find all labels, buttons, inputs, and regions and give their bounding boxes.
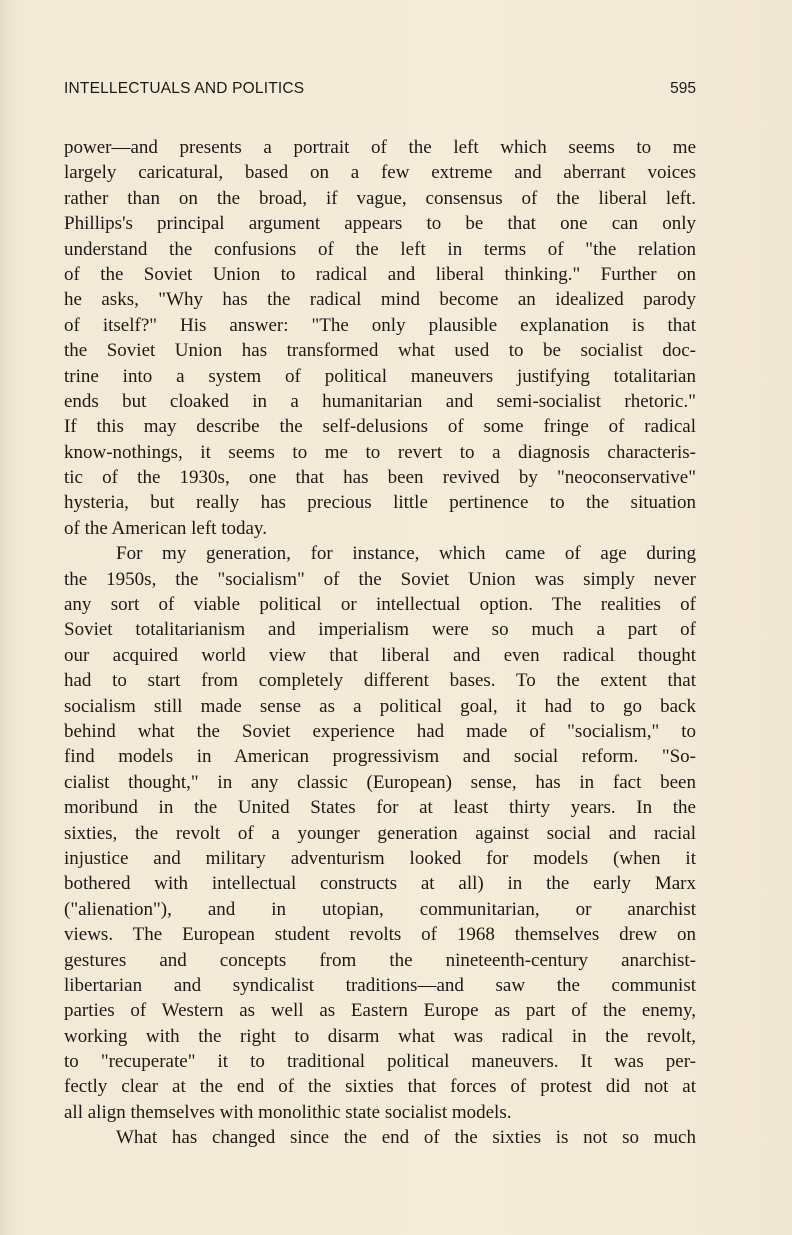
text-line: of itself?" His answer: "The only plausible explanation is that xyxy=(64,314,696,336)
text-line: ends but cloaked in a humanitarian and semi-socialist rhetoric." xyxy=(64,390,696,412)
text-line: our acquired world view that liberal and even radical thought xyxy=(64,644,696,666)
text-line: For my generation, for instance, which came of age during xyxy=(116,543,696,565)
text-line: bothered with intellectual constructs at all) in the early Marx xyxy=(64,873,696,895)
body-text xyxy=(64,135,696,1151)
text-line: largely caricatural, based on a few extreme and aberrant voices xyxy=(64,162,696,184)
text-line: rather than on the broad, if vague, consensus of the liberal left. xyxy=(64,187,696,209)
text-line: all align themselves with monolithic state socialist models. xyxy=(64,1101,512,1123)
text-line: working with the right to disarm what was radical in the revolt, xyxy=(64,1025,696,1047)
text-line: socialism still made sense as a political goal, it had to go back xyxy=(64,695,696,717)
text-line: behind what the Soviet experience had made of "socialism," to xyxy=(64,720,696,742)
text-line: fectly clear at the end of the sixties that forces of protest did not at xyxy=(64,1076,696,1098)
text-line: find models in American progressivism and social reform. "So- xyxy=(64,746,696,768)
text-line: cialist thought," in any classic (European) sense, has in fact been xyxy=(64,771,696,793)
text-line: of the American left today. xyxy=(64,517,267,539)
text-line: understand the confusions of the left in terms of "the relation xyxy=(64,238,696,260)
text-line: know-nothings, it seems to me to revert to a diagnosis characteris- xyxy=(64,441,696,463)
page-number: 595 xyxy=(670,80,696,97)
text-line: tic of the 1930s, one that has been revived by "neoconservative" xyxy=(64,467,696,489)
text-line: views. The European student revolts of 1968 themselves drew on xyxy=(64,924,696,946)
text-line: injustice and military adventurism looked for models (when it xyxy=(64,847,696,869)
text-line: any sort of viable political or intellectual option. The realities of xyxy=(64,594,696,616)
text-line: Phillips's principal argument appears to be that one can only xyxy=(64,213,696,235)
text-line: power—and presents a portrait of the left which seems to me xyxy=(64,137,696,158)
text-line: gestures and concepts from the nineteenth-century anarchist- xyxy=(64,949,696,971)
text-line: What has changed since the end of the sixties is not so much xyxy=(116,1127,696,1149)
text-line: the 1950s, the "socialism" of the Soviet Union was simply never xyxy=(64,568,696,590)
text-line: parties of Western as well as Eastern Europe as part of the enemy, xyxy=(64,1000,696,1022)
text-line: If this may describe the self-delusions of some fringe of radical xyxy=(64,416,696,438)
text-line: trine into a system of political maneuvers justifying totalitarian xyxy=(64,365,696,387)
text-line: hysteria, but really has precious little pertinence to the situation xyxy=(64,492,696,514)
text-line: ("alienation"), and in utopian, communitarian, or anarchist xyxy=(64,898,696,920)
text-line: Soviet totalitarianism and imperialism were so much a part of xyxy=(64,619,696,641)
text-line: sixties, the revolt of a younger generation against social and racial xyxy=(64,822,696,844)
text-line: the Soviet Union has transformed what used to be socialist doc- xyxy=(64,340,696,362)
text-line: to "recuperate" it to traditional political maneuvers. It was per- xyxy=(64,1051,696,1073)
running-head-title: INTELLECTUALS AND POLITICS xyxy=(64,80,305,97)
text-line: he asks, "Why has the radical mind become an idealized parody xyxy=(64,289,696,311)
text-line: moribund in the United States for at least thirty years. In the xyxy=(64,797,696,819)
text-line: had to start from completely different bases. To the extent that xyxy=(64,670,696,692)
text-line: of the Soviet Union to radical and liberal thinking." Further on xyxy=(64,263,696,285)
running-head xyxy=(64,80,696,102)
text-line: libertarian and syndicalist traditions—and saw the communist xyxy=(64,974,696,996)
